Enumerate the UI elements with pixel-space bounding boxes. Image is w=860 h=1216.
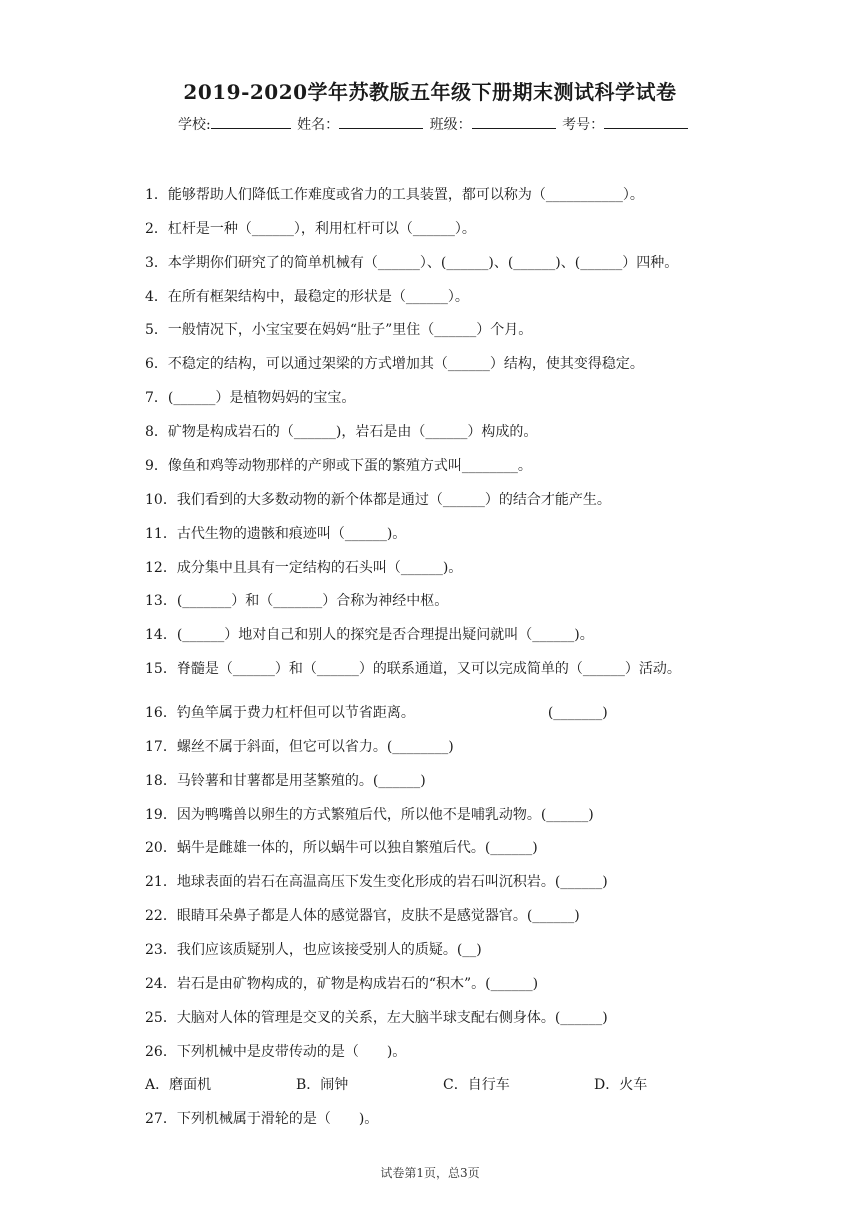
question-7: 7．(______）是植物妈妈的宝宝。 [145,390,356,406]
question-20: 20．蜗牛是雌雄一体的，所以蜗牛可以独自繁殖后代。(______) [145,840,538,856]
question-2: 2．杠杆是一种（______），利用杠杆可以（______）。 [145,221,476,237]
school-blank [211,114,291,129]
question-23: 23．我们应该质疑别人，也应该接受别人的质疑。(__) [145,942,482,958]
question-26: 26．下列机械中是皮带传动的是（ )。 [145,1044,407,1060]
question-13: 13．(_______）和（_______）合称为神经中枢。 [145,593,449,609]
name-blank [339,114,423,129]
class-blank [472,114,556,129]
question-9: 9．像鱼和鸡等动物那样的产卵或下蛋的繁殖方式叫________。 [145,458,532,474]
question-3: 3．本学期你们研究了的简单机械有（______）、(______)、(______)、(______）四种。 [145,255,679,271]
school-label: 学校: [178,117,211,133]
question-19: 19．因为鸭嘴兽以卵生的方式繁殖后代，所以他不是哺乳动物。(______) [145,807,594,823]
question-4: 4．在所有框架结构中，最稳定的形状是（______）。 [145,289,469,305]
page-footer: 试卷第1页，总3页 [380,1166,480,1180]
question-6: 6．不稳定的结构，可以通过架梁的方式增加其（______）结构，使其变得稳定。 [145,356,644,372]
question-17: 17．螺丝不属于斜面，但它可以省力。(________) [145,739,454,755]
exam-number-label: 考号： [562,117,605,133]
exam-number-blank [604,114,688,129]
question-18: 18．马铃薯和甘薯都是用茎繁殖的。(______) [145,773,426,789]
student-info-row [178,114,690,134]
question-24: 24．岩石是由矿物构成的，矿物是构成岩石的“积木”。(______) [145,976,539,992]
question-11: 11．古代生物的遗骸和痕迹叫（______)。 [145,526,407,542]
option-26-b: B．闹钟 [296,1077,349,1093]
question-25: 25．大脑对人体的管理是交叉的关系，左大脑半球支配右侧身体。(______) [145,1010,608,1026]
question-8: 8．矿物是构成岩石的（______)，岩石是由（______）构成的。 [145,424,538,440]
question-14: 14．(______）地对自己和别人的探究是否合理提出疑问就叫（______)。 [145,627,594,643]
option-26-a: A．磨面机 [145,1077,212,1093]
question-10: 10．我们看到的大多数动物的新个体都是通过（______）的结合才能产生。 [145,492,611,508]
question-15: 15．脊髓是（______）和（______）的联系通道，又可以完成简单的（______）活动。 [145,661,681,677]
name-label: 姓名： [297,117,340,133]
exam-title: 2019-2020学年苏教版五年级下册期末测试科学试卷 [183,80,677,104]
question-27: 27．下列机械属于滑轮的是（ )。 [145,1111,379,1127]
question-12: 12．成分集中且具有一定结构的石头叫（______)。 [145,560,463,576]
class-label: 班级： [429,117,472,133]
question-16: 16．钓鱼竿属于费力杠杆但可以节省距离。 (_______) [145,705,608,721]
option-26-d: D．火车 [594,1077,648,1093]
question-21: 21．地球表面的岩石在高温高压下发生变化形成的岩石叫沉积岩。(______) [145,874,608,890]
question-22: 22．眼睛耳朵鼻子都是人体的感觉器官，皮肤不是感觉器官。(______) [145,908,580,924]
question-1: 1．能够帮助人们降低工作难度或省力的工具装置，都可以称为（___________）。 [145,187,644,203]
option-26-c: C．自行车 [443,1077,510,1093]
question-5: 5．一般情况下，小宝宝要在妈妈“肚子”里住（______）个月。 [145,322,533,338]
